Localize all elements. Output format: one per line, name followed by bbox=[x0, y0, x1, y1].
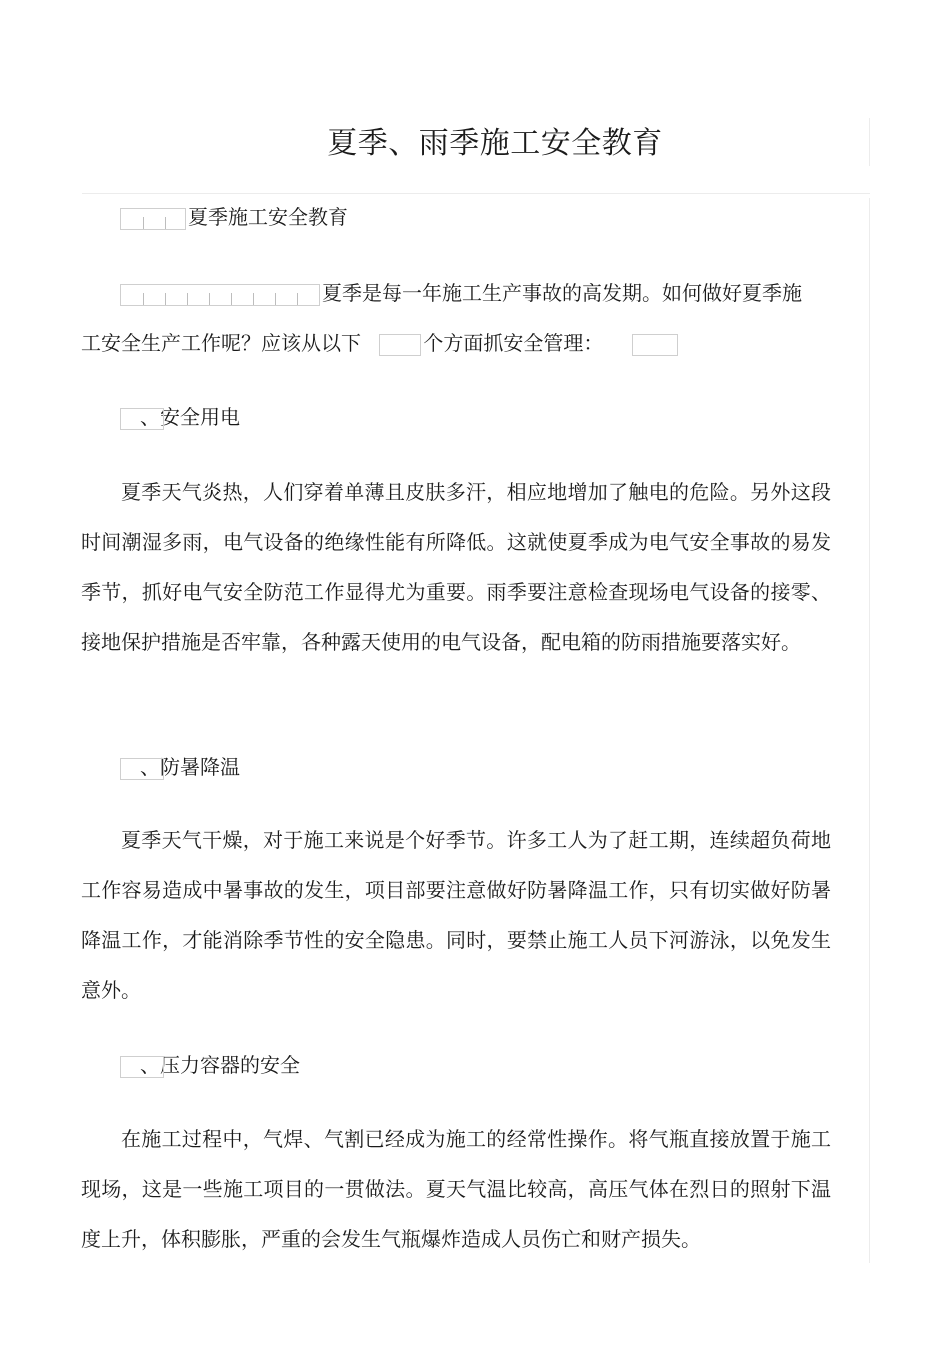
intro-text-2a: 工安全生产工作呢？应该从以下 bbox=[81, 331, 361, 355]
header-divider bbox=[82, 193, 870, 194]
subsection-heading bbox=[120, 1051, 300, 1079]
document-title: 夏季、雨季施工安全教育 bbox=[327, 126, 663, 161]
paragraph: 夏季天气干燥，对于施工来说是个好季节。许多工人为了赶工期，连续超负荷地工作容易造成中暑事故的发生，项目部要注意做好防暑降温工作，只有切实做好防暑降温工作，才能消除季节性的安全隐患。同时，要禁止施工人员下河游泳，以免发生意外。 bbox=[81, 828, 831, 1002]
blank-field bbox=[120, 408, 164, 430]
blank-field bbox=[632, 334, 678, 356]
intro-text-2b: 个方面抓安全管理： bbox=[423, 331, 604, 355]
subsection-heading-text: 、安全用电 bbox=[140, 405, 240, 429]
blank-field bbox=[379, 334, 421, 356]
section-heading bbox=[120, 203, 348, 231]
subsection-heading-text: 、压力容器的安全 bbox=[140, 1053, 300, 1077]
paragraph: 在施工过程中，气焊、气割已经成为施工的经常性操作。将气瓶直接放置于施工现场，这是一些施工项目的一贯做法。夏天气温比较高，高压气体在烈日的照射下温度上升，体积膨胀，严重的会发生气瓶爆炸造成人员伤亡和财产损失。 bbox=[81, 1127, 831, 1251]
intro-line-2 bbox=[81, 329, 680, 357]
blank-field bbox=[120, 208, 186, 230]
subsection-heading-text: 、防暑降温 bbox=[140, 755, 240, 779]
blank-field bbox=[120, 284, 320, 306]
intro-line-1 bbox=[120, 279, 802, 307]
section-heading-text: 夏季施工安全教育 bbox=[188, 205, 348, 229]
intro-text-1: 夏季是每一年施工生产事故的高发期。如何做好夏季施 bbox=[322, 281, 802, 305]
page-margin-line bbox=[869, 118, 870, 166]
blank-field bbox=[120, 1056, 164, 1078]
page-margin-line bbox=[869, 198, 870, 1263]
subsection-heading bbox=[120, 753, 240, 781]
paragraph: 夏季天气炎热，人们穿着单薄且皮肤多汗，相应地增加了触电的危险。另外这段时间潮湿多雨，电气设备的绝缘性能有所降低。这就使夏季成为电气安全事故的易发季节，抓好电气安全防范工作显得尤为重要。雨季要注意检查现场电气设备的接零、接地保护措施是否牢靠，各种露天使用的电气设备，配电箱的防雨措施要落实好。 bbox=[81, 480, 831, 654]
subsection-heading bbox=[120, 403, 240, 431]
blank-field bbox=[120, 758, 164, 780]
